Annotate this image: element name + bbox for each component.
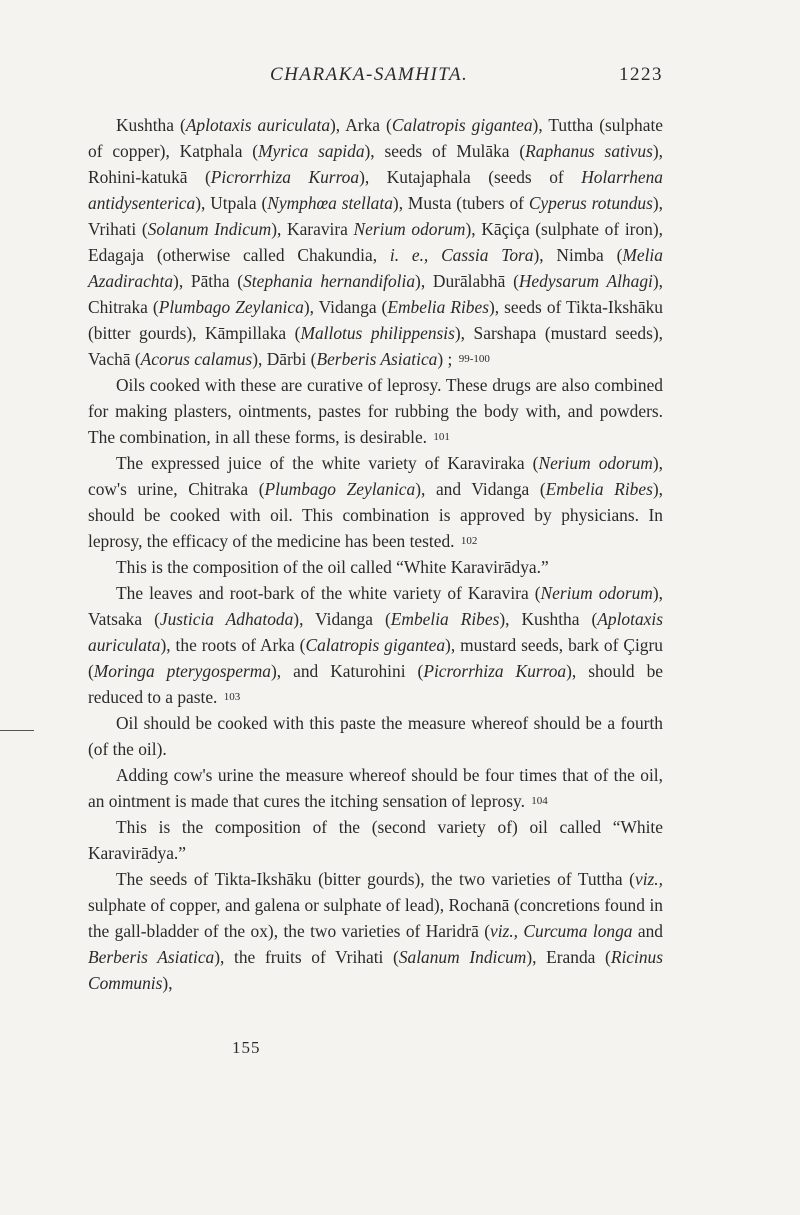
paragraph [88, 112, 663, 372]
italic-term: Holarrhena antidysenterica [88, 167, 663, 213]
text-run: ), Chitraka ( [88, 271, 663, 317]
text-run: ), Rohini-katukā ( [88, 141, 664, 187]
text-run: The seeds of Tikta-Ikshāku (bitter gourds), the two varieties of Tuttha ( [116, 869, 635, 889]
italic-term: Berberis Asiatica [316, 349, 438, 369]
text-run: ), Tuttha (sulphate of copper), Katphala ( [88, 115, 663, 161]
text-run: Oils cooked with these are curative of leprosy. These drugs are also combined for making plasters, ointments, pastes for rubbing the body with, and powders. The combination, in all these forms, is desirable. [88, 375, 663, 447]
text-run: ), the roots of Arka ( [160, 635, 306, 655]
italic-term: Cassia Tora [441, 245, 534, 265]
italic-term: Plumbago Zeylanica [264, 479, 416, 499]
italic-term: viz., [634, 869, 663, 889]
text-run: ), Sarshapa (mustard seeds), Vachā ( [88, 323, 663, 369]
verse-number: 103 [223, 691, 241, 703]
italic-term: Moringa pterygosperma [93, 661, 271, 681]
italic-term: Aplotaxis auriculata [88, 609, 663, 655]
italic-term: Calatropis gigantea [305, 635, 446, 655]
text-run: ), and Vidanga ( [415, 479, 546, 499]
italic-term: Hedysarum Alhagi [518, 271, 653, 291]
signature-folio: 155 [232, 1038, 261, 1057]
page-number: 1223 [619, 64, 663, 85]
italic-term: Curcuma longa [523, 921, 633, 941]
text-run: ), Vatsaka ( [88, 583, 663, 629]
text-run: ), Eranda ( [526, 947, 611, 967]
text-run: ), Utpala ( [195, 193, 268, 213]
text-run: ), Kutajaphala (seeds of [359, 167, 582, 187]
text-run: ), seeds of Mulāka ( [364, 141, 526, 161]
text-run: ), Vidanga ( [293, 609, 391, 629]
italic-term: Cyperus rotundus [528, 193, 653, 213]
text-run: ), Durālabhā ( [415, 271, 519, 291]
italic-term: Nerium odorum [353, 219, 466, 239]
text-run: The leaves and root-bark of the white variety of Karavira ( [116, 583, 541, 603]
verse-number: 99-100 [458, 353, 490, 365]
text-run: ), Vrihati ( [88, 193, 664, 239]
text-run: ), Musta (tubers of [392, 193, 529, 213]
text-run: ), seeds of Tikta-Ikshāku (bitter gourds), Kāmpillaka ( [88, 297, 663, 343]
italic-term: Justicia Adhatoda [159, 609, 294, 629]
italic-term: i. e., [389, 245, 429, 265]
paragraph [88, 814, 663, 866]
italic-term: Solanum Indicum [147, 219, 272, 239]
italic-term: Berberis Asiatica [88, 947, 215, 967]
text-run: Adding cow's urine the measure whereof should be four times that of the oil, an ointment is made that cures the itching sensation of leprosy. [88, 765, 663, 811]
text-run [428, 245, 441, 265]
text-run: ), cow's urine, Chitraka ( [88, 453, 663, 499]
text-run: ), Nimba ( [533, 245, 623, 265]
italic-term: Picrorrhiza Kurroa [210, 167, 360, 187]
italic-term: Acorus calamus [140, 349, 253, 369]
italic-term: Mallotus philippensis [300, 323, 455, 343]
italic-term: Stephania hernandifolia [243, 271, 416, 291]
italic-term: Calatropis gigantea [391, 115, 533, 135]
text-run: sulphate of copper, and galena or sulphate of lead), Rochanā (concretions found in the gall-bladder of the ox), the two varieties of Haridrā ( [88, 895, 663, 941]
paragraph [88, 762, 663, 814]
text-run: ), Vidanga ( [303, 297, 388, 317]
verse-number: 104 [531, 795, 548, 807]
text-run: ), Kāçiça (sulphate of iron), Edagaja (otherwise called Chakundia, [88, 219, 663, 265]
text-run: ), should be reduced to a paste. [88, 661, 663, 707]
text-run: ), mustard seeds, bark of Çigru ( [88, 635, 663, 681]
text-run: ), Dārbi ( [252, 349, 317, 369]
italic-term: Salanum Indicum [398, 947, 527, 967]
paragraph [88, 710, 663, 762]
italic-term: viz., [490, 921, 519, 941]
italic-term: Nerium odorum [538, 453, 653, 473]
italic-term: Melia Azadirachta [88, 245, 663, 291]
text-run: ), should be cooked with oil. This combination is approved by physicians. In leprosy, the efficacy of the medicine has been tested. [88, 479, 663, 551]
verse-number: 101 [433, 431, 450, 443]
italic-term: Raphanus sativus [525, 141, 653, 161]
text-run: ), Pātha ( [173, 271, 244, 291]
italic-term: Picrorrhiza Kurroa [423, 661, 567, 681]
text-run: ), and Katurohini ( [270, 661, 424, 681]
italic-term: Nerium odorum [540, 583, 653, 603]
text-run: ), [162, 973, 173, 993]
italic-term: Embelia Ribes [545, 479, 653, 499]
text-run: The expressed juice of the white variety of Karaviraka ( [116, 453, 539, 473]
text-run: Kushtha ( [116, 115, 186, 135]
paragraph [88, 554, 663, 580]
italic-term: Embelia Ribes [387, 297, 489, 317]
italic-term: Ricinus Communis [88, 947, 663, 993]
verse-number: 102 [460, 535, 478, 547]
text-run: ) ; [437, 349, 457, 369]
text-run: ), the fruits of Vrihati ( [214, 947, 399, 967]
paragraph [88, 450, 663, 554]
text-run: ), Kushtha ( [499, 609, 598, 629]
body-text [88, 112, 663, 996]
text-run: and [632, 921, 663, 941]
italic-term: Aplotaxis auriculata [185, 115, 331, 135]
text-run: This is the composition of the (second variety of) oil called “White Karavirādya.” [88, 817, 663, 863]
text-run: ), Karavira [271, 219, 354, 239]
text-run: ), Arka ( [330, 115, 392, 135]
margin-mark [0, 730, 34, 731]
italic-term: Myrica sapida [258, 141, 365, 161]
paragraph [88, 866, 663, 996]
paragraph [88, 580, 663, 710]
italic-term: Embelia Ribes [390, 609, 500, 629]
paragraph [88, 372, 663, 450]
running-title: CHARAKA-SAMHITA. [270, 64, 469, 85]
text-run: This is the composition of the oil called “White Karavirādya.” [116, 557, 549, 577]
italic-term: Nymphœa stellata [267, 193, 393, 213]
italic-term: Plumbago Zeylanica [158, 297, 304, 317]
text-run: Oil should be cooked with this paste the measure whereof should be a fourth (of the oil). [88, 713, 663, 759]
